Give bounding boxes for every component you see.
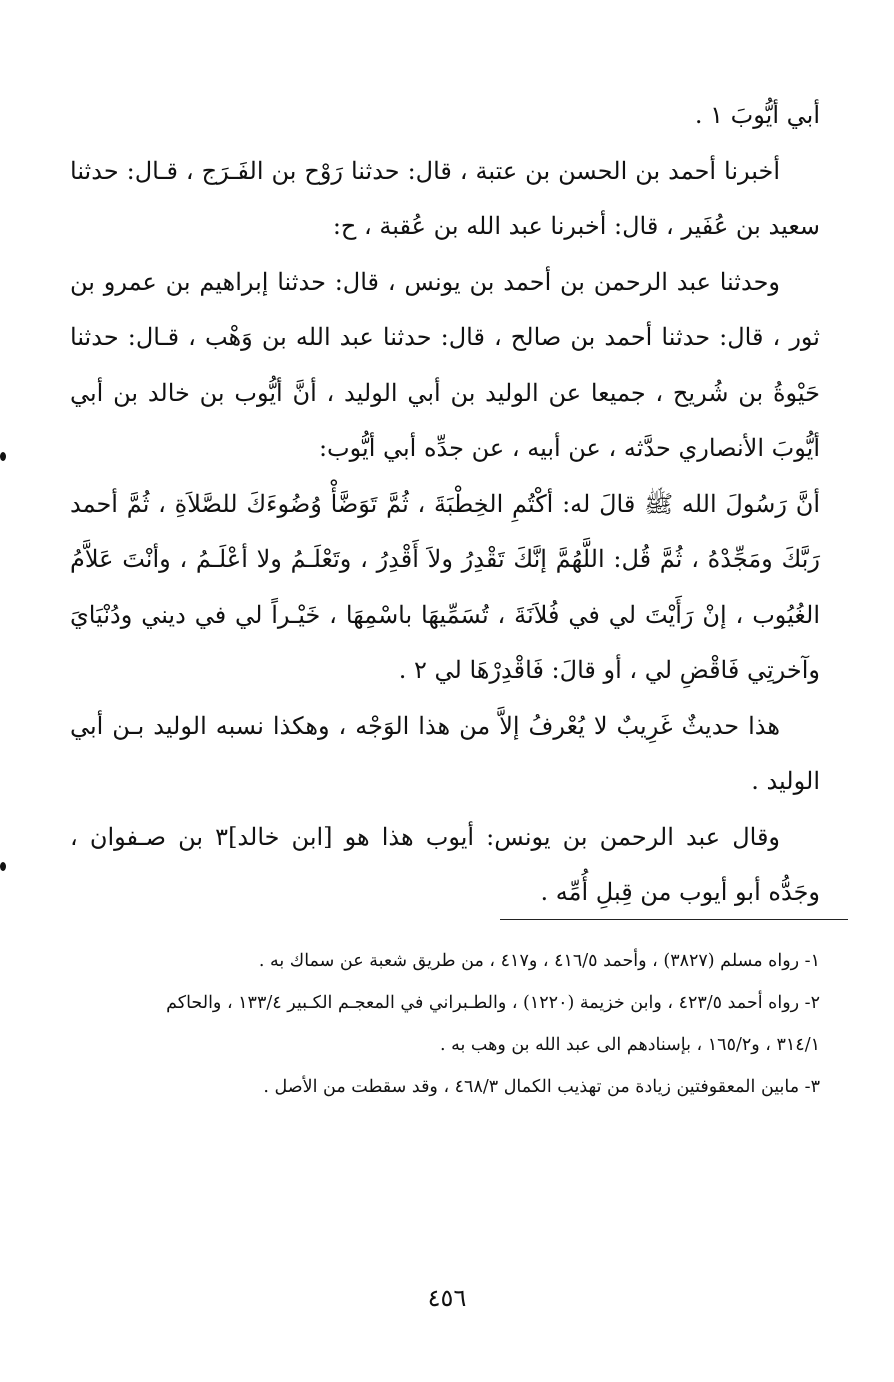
margin-mark bbox=[0, 862, 6, 871]
footnotes bbox=[160, 940, 820, 1108]
main-text bbox=[70, 88, 820, 921]
paragraph-commentary: هذا حديثٌ غَرِيبٌ لا يُعْرفُ إلاَّ من هذا الوَجْه ، وهكذا نسبه الوليد بـن أبي الوليد . bbox=[70, 711, 820, 795]
paragraph-isnad-2: وحدثنا عبد الرحمن بن أحمد بن يونس ، قال: حدثنا إبراهيم بن عمرو بن ثور ، قال: حدثنا أحمد بن صالح ، قال: حدثنا عبد الله بن وَهْب ، قـال: حدثنا حَيْوةُ بن شُريح ، جميعا عن الوليد بن أبي الوليد ، أنَّ أيُّوب بن خالد بن أبي أيُّوبَ الأنصاري حدَّثه ، عن أبيه ، عن جدِّه أبي أيُّوب: bbox=[70, 267, 820, 462]
footnote-2: ٢- رواه أحمد ٤٢٣/٥ ، وابن خزيمة (١٢٢٠) ، والطـبراني في المعجـم الكـبير ١٣٣/٤ ، والحاكم ٣١٤/١ ، و١٦٥/٢ ، بإسنادهم الى عبد الله بن وهب به . bbox=[166, 993, 820, 1055]
paragraph-hadith-text: أنَّ رَسُولَ الله ﷺ قالَ له: أكْتُمِ الخِطْبَةَ ، ثُمَّ تَوَضَّأْ وُضُوءَكَ للصَّلاَةِ ، ثُمَّ أحمد رَبَّكَ ومَجِّدْهُ ، ثُمَّ قُل: اللَّهُمَّ إنَّكَ تَقْدِرُ ولاَ أَقْدِرُ ، وتَعْلَـمُ ولا أعْلَـمُ ، وأنْتَ عَلاَّمُ الغُيُوب ، إنْ رَأَيْتَ لي في فُلاَنَةَ ، تُسَمِّيهَا باسْمِهَا ، خَيْـراً لي في ديني ودُنْيَايَ وآخرتِي فَاقْضِ لي ، أو قالَ: فَاقْدِرْهَا لي ٢ . bbox=[70, 489, 820, 684]
page-number: ٤٥٦ bbox=[427, 1284, 467, 1312]
footnote-divider bbox=[500, 919, 848, 920]
margin-mark bbox=[0, 452, 6, 461]
footnote-1: ١- رواه مسلم (٣٨٢٧) ، وأحمد ٤١٦/٥ ، و٤١٧ ، من طريق شعبة عن سماك به . bbox=[258, 951, 820, 971]
paragraph-isnad-1: أخبرنا أحمد بن الحسن بن عتبة ، قال: حدثنا رَوْح بن الفَـرَج ، قـال: حدثنا سعيد بن عُفَير ، قال: أخبرنا عبد الله بن عُقبة ، ح: bbox=[70, 156, 820, 240]
paragraph-continuation: أبي أيُّوبَ ١ . bbox=[694, 101, 820, 129]
footnote-3: ٣- مابين المعقوفتين زيادة من تهذيب الكمال ٤٦٨/٣ ، وقد سقطت من الأصل . bbox=[263, 1077, 820, 1097]
paragraph-note: وقال عبد الرحمن بن يونس: أيوب هذا هو [ابن خالد]٣ بن صـفوان ، وجَدُّه أبو أيوب من قِبلِ أُمِّه . bbox=[70, 822, 820, 906]
